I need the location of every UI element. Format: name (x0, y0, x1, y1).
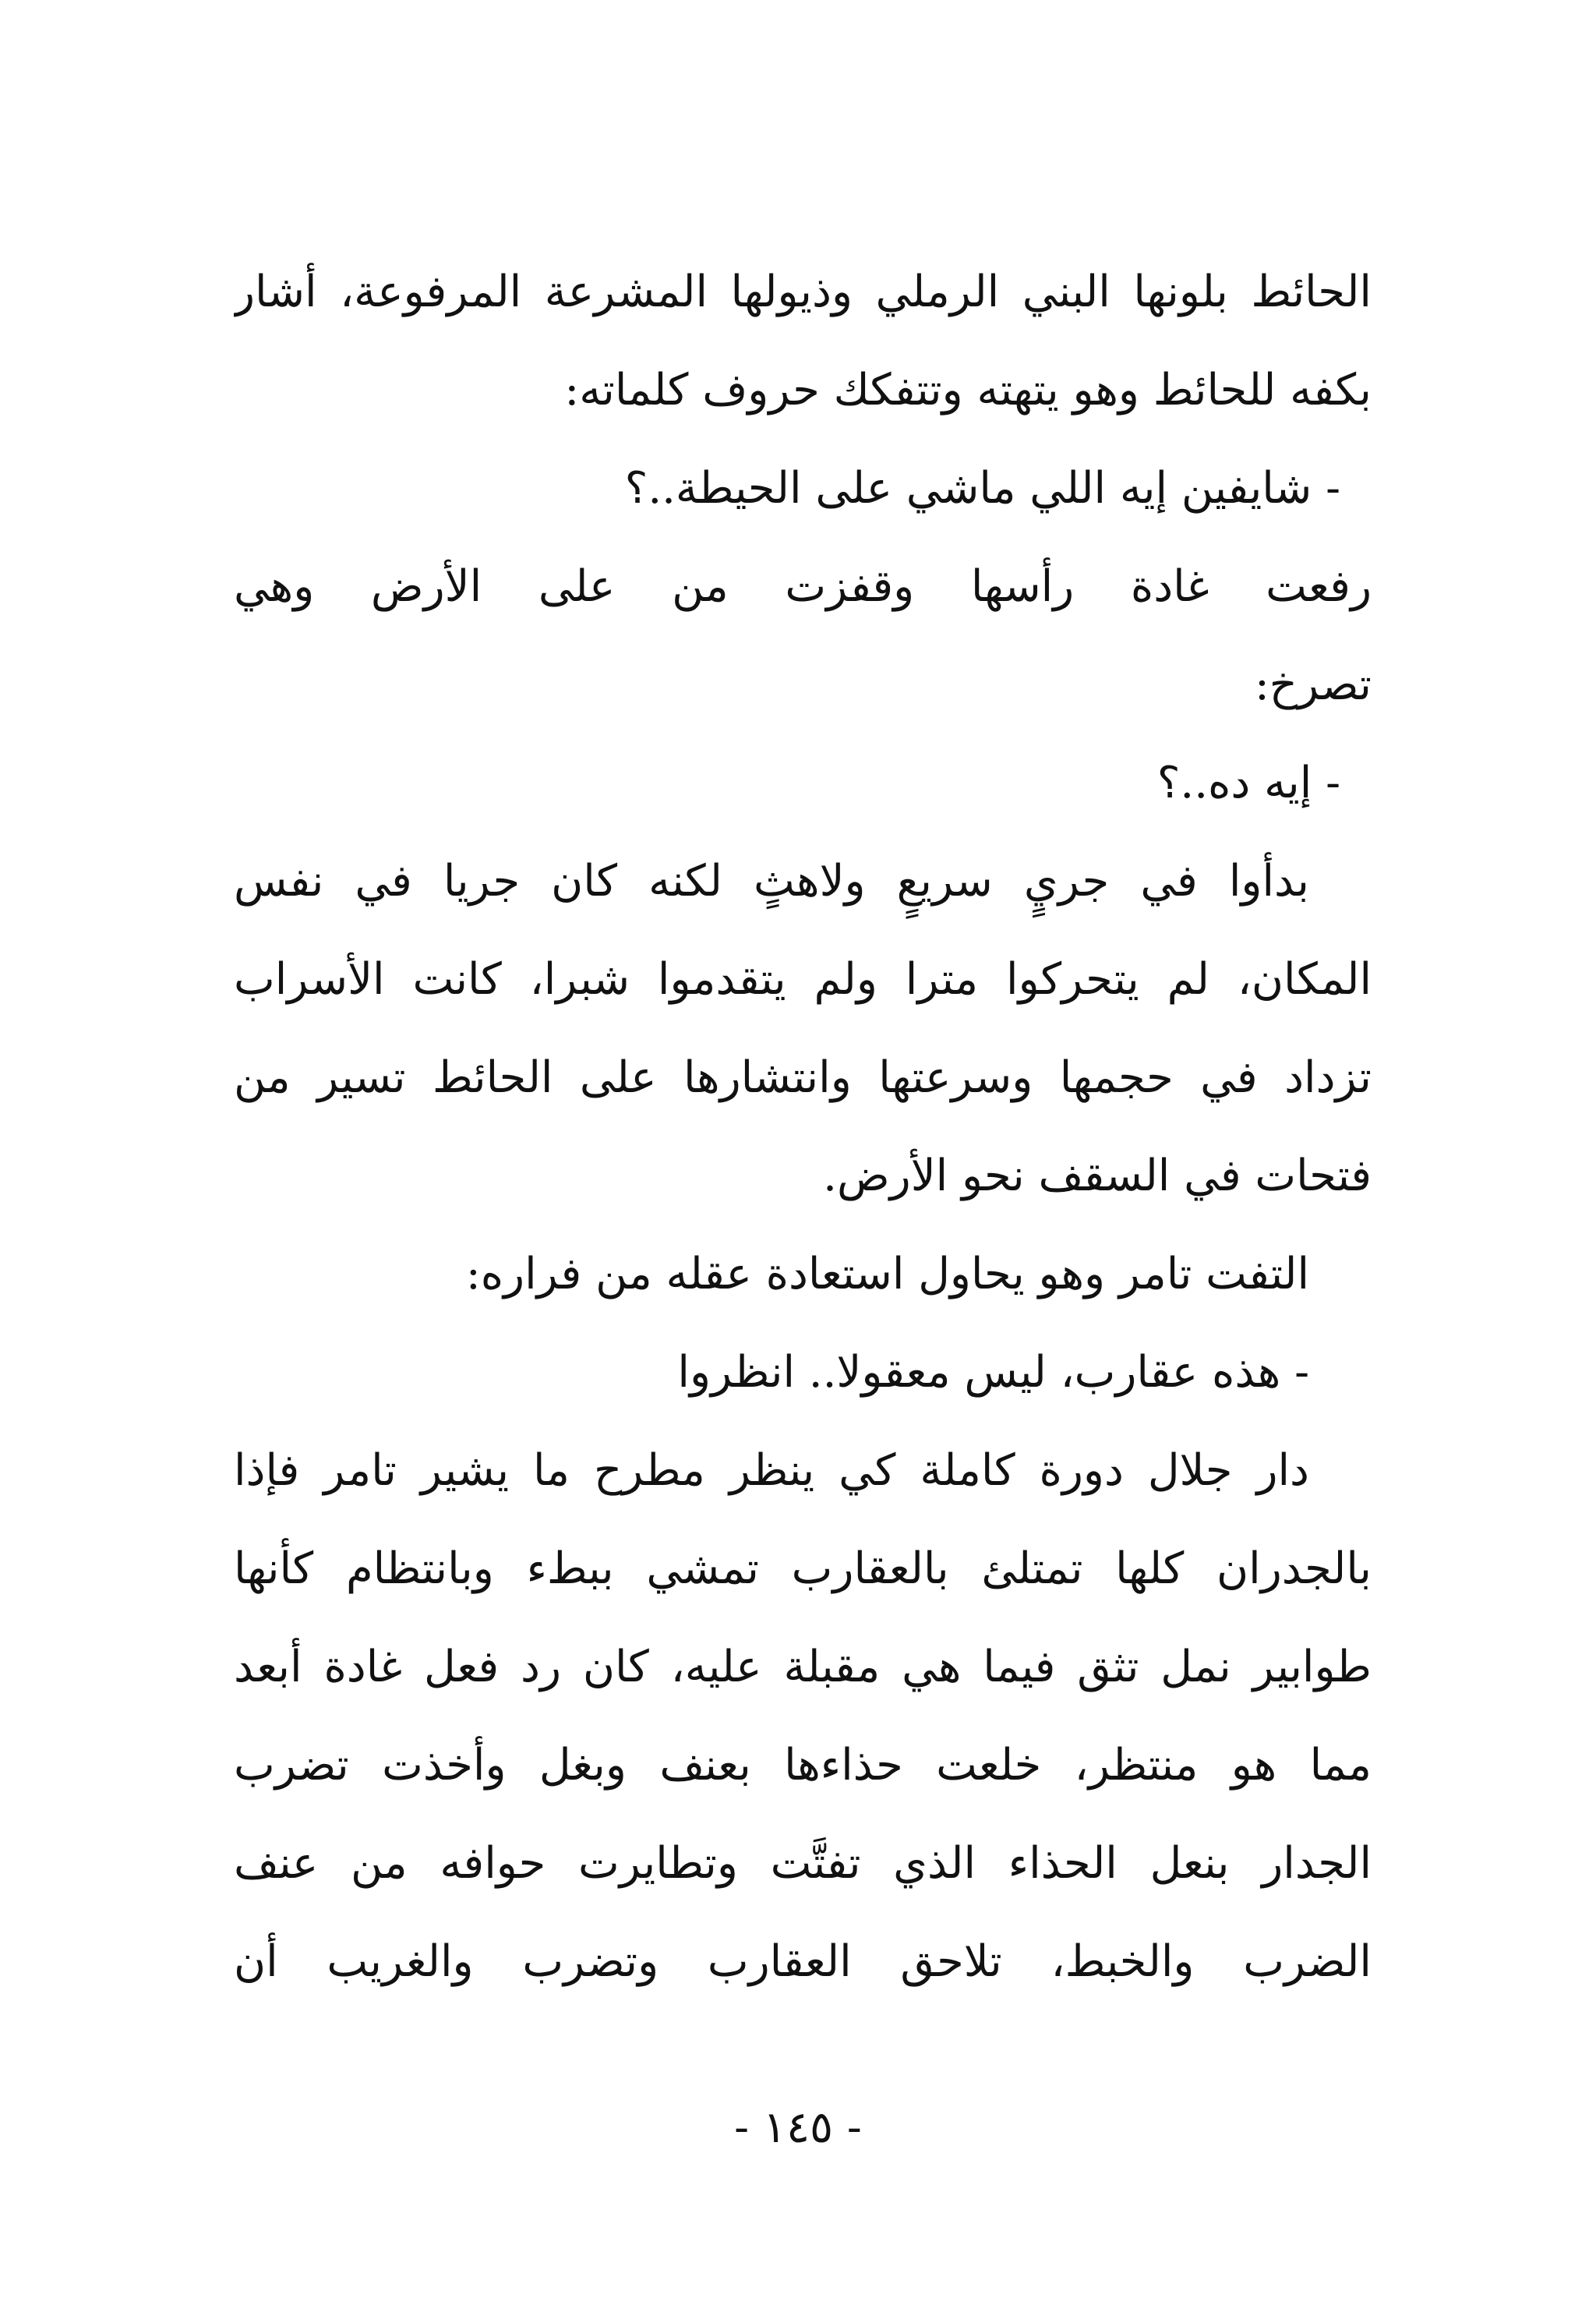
paragraph-start-line: التفت تامر وهو يحاول استعادة عقله من فراره: (465, 1249, 1309, 1299)
text-line: رفعت غادة رأسها وقفزت من على الأرض وهي (234, 561, 1372, 612)
text-line: تصرخ: (1254, 659, 1372, 710)
paragraph-start-line: بدأوا في جريٍ سريعٍ ولاهثٍ لكنه كان جريا في نفس (234, 856, 1309, 907)
text-line: بكفه للحائط وهو يتهته وتتفكك حروف كلماته: (564, 365, 1372, 415)
dialog-line: - إيه ده..؟ (1156, 758, 1340, 808)
body-text (234, 243, 1372, 2011)
dialog-line: - شايفين إيه اللي ماشي على الحيطة..؟ (624, 463, 1340, 514)
paragraph-start-line: دار جلال دورة كاملة كي ينظر مطرح ما يشير تامر فإذا (234, 1445, 1309, 1496)
page-number: - ١٤٥ - (734, 2102, 862, 2153)
text-line: طوابير نمل تثق فيما هي مقبلة عليه، كان رد فعل غادة أبعد (234, 1642, 1372, 1692)
text-line: الحائط بلونها البني الرملي وذيولها المشرعة المرفوعة، أشار (234, 267, 1372, 317)
text-line: بالجدران كلها تمتلئ بالعقارب تمشي ببطء وبانتظام كأنها (234, 1543, 1372, 1594)
text-line: الضرب والخبط، تلاحق العقارب وتضرب والغريب أن (234, 1936, 1372, 1987)
text-line: الجدار بنعل الحذاء الذي تفتَّت وتطايرت حوافه من عنف (234, 1838, 1372, 1889)
text-line: المكان، لم يتحركوا مترا ولم يتقدموا شبرا، كانت الأسراب (234, 954, 1372, 1005)
text-line: مما هو منتظر، خلعت حذاءها بعنف وبغل وأخذت تضرب (234, 1740, 1372, 1791)
text-line: تزداد في حجمها وسرعتها وانتشارها على الحائط تسير من (234, 1052, 1372, 1103)
text-line: فتحات في السقف نحو الأرض. (823, 1151, 1372, 1201)
dialog-line: - هذه عقارب، ليس معقولا.. انظروا (677, 1347, 1309, 1398)
